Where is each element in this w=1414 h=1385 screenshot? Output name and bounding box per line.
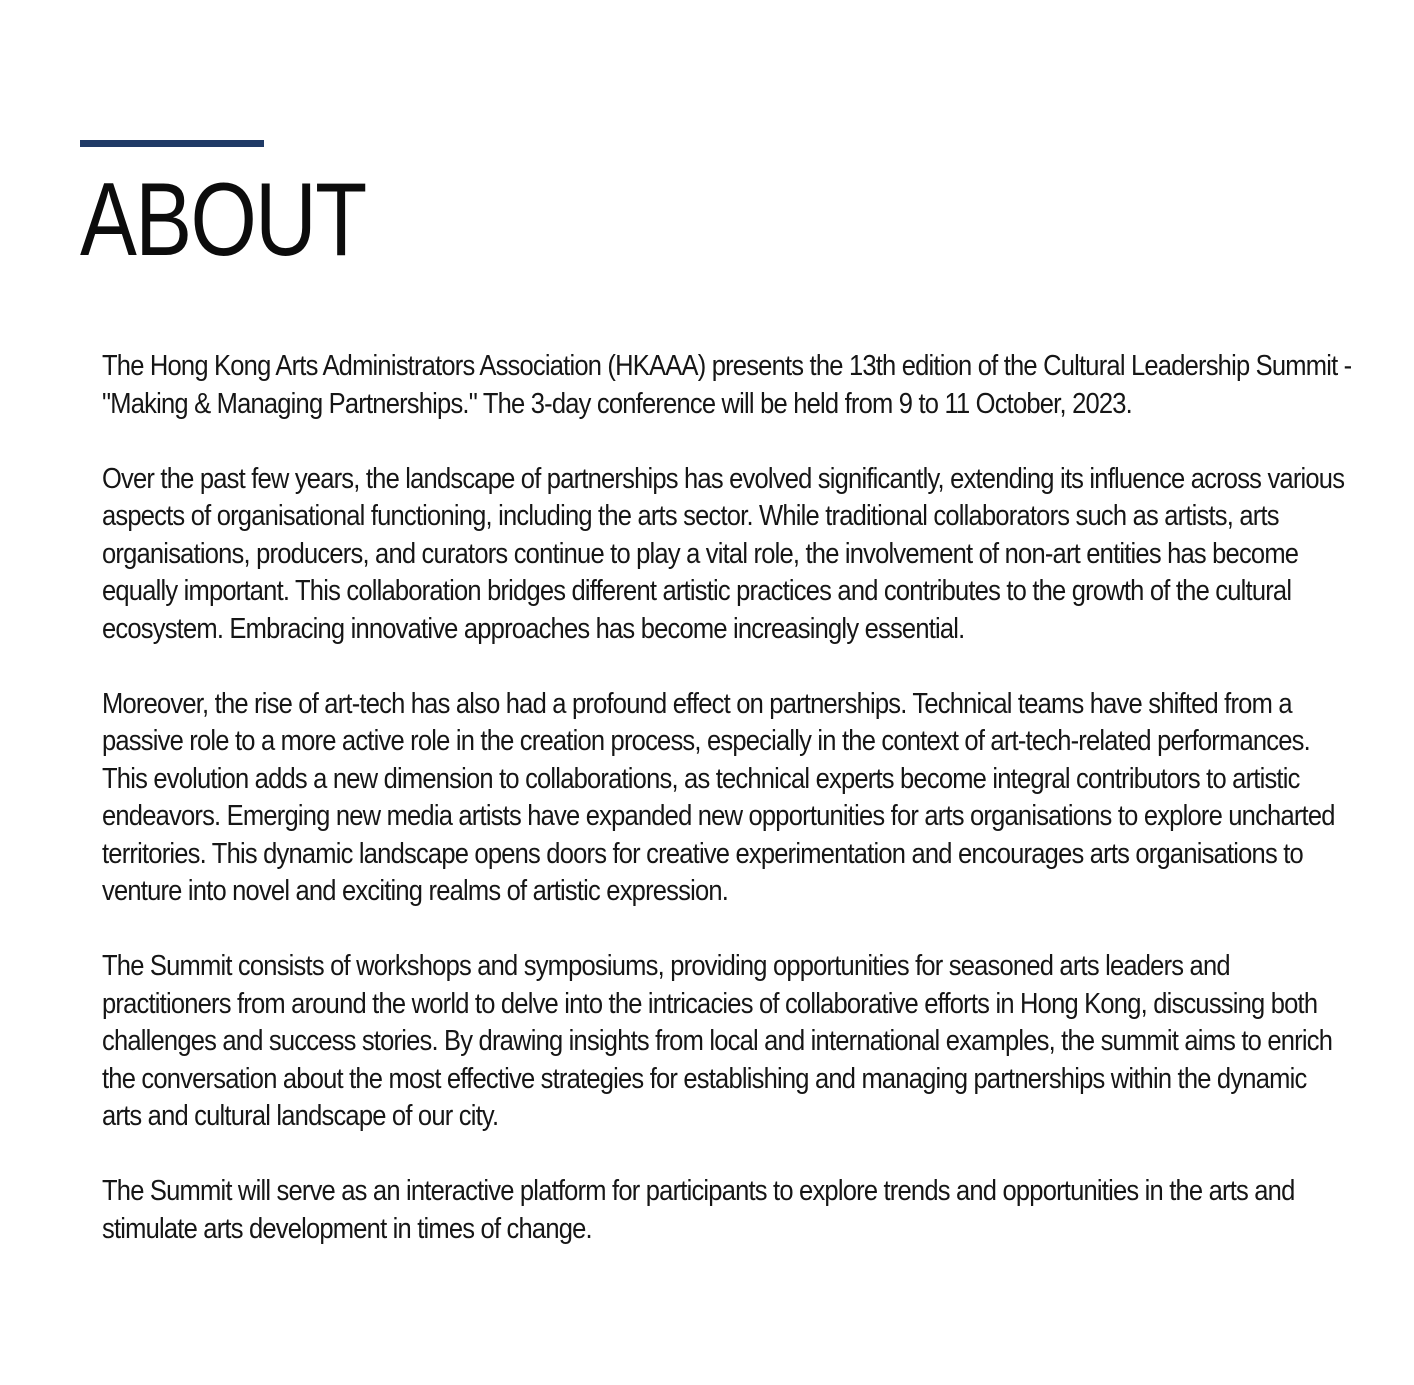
paragraph-summit-format: The Summit consists of workshops and symposiums, providing opportunities for seasoned arts leaders and practitioners from around the world to delve into the intricacies of collaborative efforts in Hong Kong, discussing both challenges and success stories. By drawing insights from local and international examples, the summit aims to enrich the conversation about the most effective strategies for establishing and managing partnerships within the dynamic arts and cultural landscape of our city. <box>102 950 1333 1132</box>
title-accent-rule <box>80 140 264 147</box>
paragraph-art-tech: Moreover, the rise of art-tech has also had a profound effect on partnerships. Technical teams have shifted from a passive role to a more active role in the creation process, especially in the context of art-tech-related performances. This evolution adds a new dimension to collaborations, as technical experts become integral contributors to artistic endeavors. Emerging new media artists have expanded new opportunities for arts organisations to explore uncharted territories. This dynamic landscape opens doors for creative experimentation and encourages arts organisations to venture into novel and exciting realms of artistic expression. <box>102 687 1335 907</box>
about-body <box>102 348 1352 1248</box>
page-title: ABOUT <box>80 162 366 278</box>
paragraph-intro: The Hong Kong Arts Administrators Association (HKAAA) presents the 13th edition of the Cultural Leadership Summit - "Making & Managing Partnerships." The 3-day conference will be held from 9 to 11 October, 2023. <box>102 350 1352 420</box>
paragraph-partnership-landscape: Over the past few years, the landscape of partnerships has evolved significantly, extending its influence across various aspects of organisational functioning, including the arts sector. While traditional collaborators such as artists, arts organisations, producers, and curators continue to play a vital role, the involvement of non-art entities has become equally important. This collaboration bridges different artistic practices and contributes to the growth of the cultural ecosystem. Embracing innovative approaches has become increasingly essential. <box>102 462 1345 645</box>
paragraph-summit-purpose: The Summit will serve as an interactive platform for participants to explore trends and opportunities in the arts and stimulate arts development in times of change. <box>102 1175 1295 1245</box>
